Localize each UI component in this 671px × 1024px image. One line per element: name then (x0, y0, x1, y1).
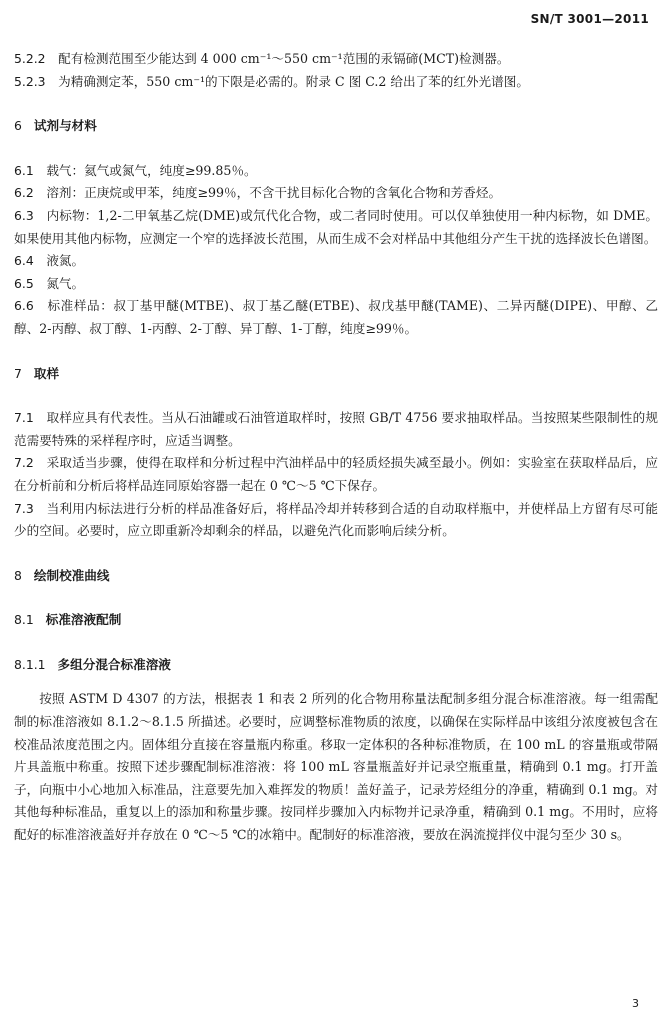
clause-5-2-2 (14, 48, 658, 71)
clause-text: 配有检测范围至少能达到 4 000 cm⁻¹～550 cm⁻¹范围的汞镉碲(MCT)检测器。 (58, 51, 510, 66)
section-7-heading: 7 取样 (14, 365, 60, 381)
clause-6-1: 6.1 载气：氦气或氮气，纯度≥99.85％。 (14, 162, 257, 178)
section-number: 6 (14, 118, 22, 134)
clause-6-2: 6.2 溶剂：正庚烷或甲苯，纯度≥99％，不含干扰目标化合物的含氧化合物和芳香烃。 (14, 185, 502, 201)
clause-6-4: 6.4 液氮。 (14, 253, 85, 269)
section-6-heading (14, 115, 658, 138)
subsection-8-1-1-heading: 8.1.1 多组分混合标准溶液 (14, 656, 171, 672)
clause-7-3: 7.3 当利用内标法进行分析的样品准备好后，将样品冷却并转移到合适的自动取样瓶中，并使样品上方留有尽可能少的空间。必要时，应立即重新冷却剩余的样品，以避免汽化而影响后续分析。 (14, 500, 659, 539)
clause-5-2-3 (14, 71, 658, 94)
clause-number: 5.2.3 (14, 73, 46, 89)
clause-text: 为精确测定苯，550 cm⁻¹的下限是必需的。附录 C 图 C.2 给出了苯的红外光谱图。 (58, 73, 529, 89)
page-number: 3 (632, 997, 639, 1010)
section-title: 试剂与材料 (33, 118, 97, 134)
section-8-heading: 8 绘制校准曲线 (14, 567, 110, 583)
clause-6-5: 6.5 氮气。 (14, 275, 85, 291)
clause-7-2: 7.2 采取适当步骤，使得在取样和分析过程中汽油样品中的轻质烃损失减至最小。例如：实验室在获取样品后，应在分析前和分析后将样品连同原始容器一起在 0 ℃～5 ℃下保存。 (14, 455, 659, 493)
clause-number: 5.2.2 (14, 51, 46, 66)
standard-number: SN/T 3001—2011 (530, 12, 649, 26)
clause-6-3: 6.3 内标物：1,2-二甲氧基乙烷(DME)或氘代化合物，或二者同时使用。可以仅单独使用一种内标物，如 DME。如果使用其他内标物，应测定一个窄的选择波长范围，从而生成不会对样品中其他组分产生干扰的选择波长色谱图。 (14, 207, 659, 246)
subsection-8-1-heading: 8.1 标准溶液配制 (14, 612, 122, 628)
clause-6-6: 6.6 标准样品：叔丁基甲醚(MTBE)、叔丁基乙醚(ETBE)、叔戊基甲醚(TAME)、二异丙醚(DIPE)、甲醇、乙醇、2-丙醇、叔丁醇、1-丙醇、2-丁醇、异丁醇、1-丁醇，纯度≥99％。 (14, 298, 658, 336)
paragraph-8-1-1: 按照 ASTM D 4307 的方法，根据表 1 和表 2 所列的化合物用称量法配制多组分混合标准溶液。每一组需配制的标准溶液如 8.1.2～8.1.5 所描述。必要时，应调整标准物质的浓度，以确保在实际样品中该组分浓度被包含在校准品浓度范围之内。固体组分直接在容量瓶内称重。移取一定体积的各种标准物质，在 100 mL 的容量瓶或带隔片具盖瓶中称重。按照下述步骤配制标准溶液：将 100 mL 容量瓶盖好并记录空瓶重量，精确到 0.1 mg。打开盖子，向瓶中小心地加入标准品，注意要先加入难挥发的物质！盖好盖子，记录芳烃组分的净重，精确到 0.1 mg。对其他每种标准品，重复以上的添加和称量步骤。按同样步骤加入内标物并记录净重，精确到 0.1 mg。不用时，应将配好的标准溶液盖好并存放在 0 ℃～5 ℃的冰箱中。配制好的标准溶液，要放在涡流搅拌仪中混匀至少 30 s。 (14, 691, 658, 843)
document-body (14, 48, 658, 847)
clause-7-1: 7.1 取样应具有代表性。当从石油罐或石油管道取样时，按照 GB/T 4756 要求抽取样品。当按照某些限制性的规范需要特殊的采样程序时，应适当调整。 (14, 410, 658, 448)
